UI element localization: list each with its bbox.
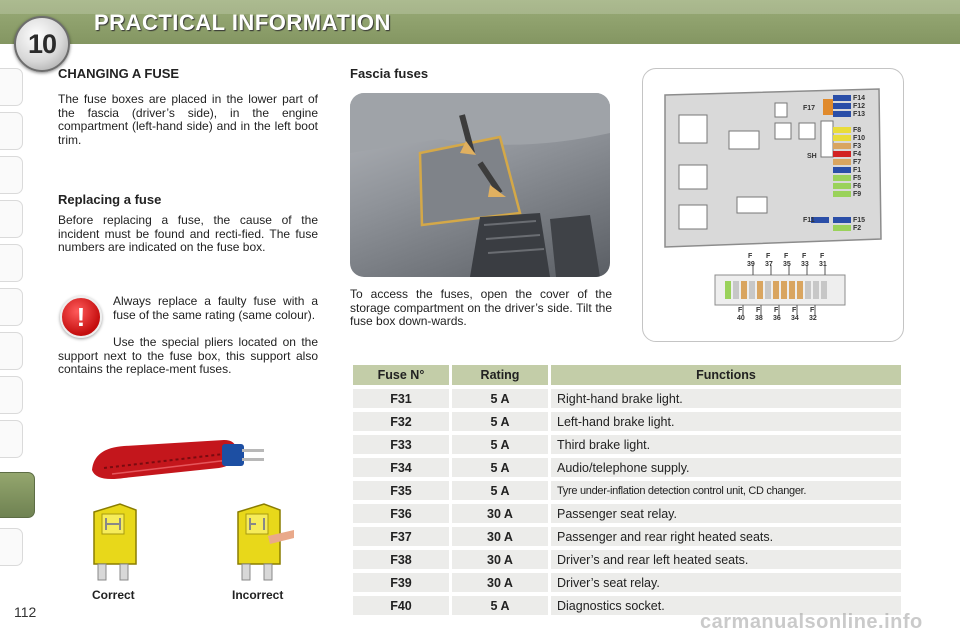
chapter-tab-11[interactable]	[0, 528, 23, 566]
fascia-title: Fascia fuses	[350, 66, 429, 81]
fuse-rating: 5 A	[452, 458, 548, 477]
fascia-photo	[350, 93, 610, 277]
fuse-function: Right-hand brake light.	[551, 389, 901, 408]
fuse-number: F34	[353, 458, 449, 477]
fuse-function: Tyre under-inflation detection control unit, CD changer.	[551, 481, 901, 500]
table-header-row	[353, 365, 901, 385]
table-row	[353, 573, 901, 592]
fuse-label-f11: F11	[803, 217, 815, 224]
fuse-rating: 5 A	[452, 481, 548, 500]
fuse-number: F35	[353, 481, 449, 500]
fuse-label-f-prefix: F	[810, 307, 815, 314]
table-row	[353, 550, 901, 569]
fuse-label: F10	[853, 135, 866, 142]
fuse-label-f-prefix: F	[766, 253, 771, 260]
fuse-label-sh: SH	[807, 153, 817, 160]
chapter-tab-9[interactable]	[0, 420, 23, 458]
column-header-functions: Functions	[551, 365, 901, 385]
fuse-label: 32	[809, 315, 817, 322]
fuse-number: F40	[353, 596, 449, 615]
fuse-function: Left-hand brake light.	[551, 412, 901, 431]
fuse-function: Third brake light.	[551, 435, 901, 454]
chapter-tab-2[interactable]	[0, 112, 23, 150]
fuse-rating: 30 A	[452, 573, 548, 592]
chapter-tab-4[interactable]	[0, 200, 23, 238]
warning-icon: !	[60, 296, 102, 338]
fuse-rating: 5 A	[452, 389, 548, 408]
watermark: carmanualsonline.info	[700, 611, 923, 633]
fuse-rating: 30 A	[452, 504, 548, 523]
fuse-label: F4	[853, 151, 862, 158]
fuse-label: F3	[853, 143, 862, 150]
chapter-number: 10	[27, 28, 57, 59]
fuse-label-f-prefix: F	[792, 307, 797, 314]
fuse-number: F31	[353, 389, 449, 408]
fuse-label: 37	[765, 261, 773, 268]
fuse-label: 39	[747, 261, 755, 268]
incorrect-fuse-image	[232, 498, 296, 584]
fuse-label: 38	[755, 315, 763, 322]
fuse-number: F32	[353, 412, 449, 431]
fuse-function: Driver’s and rear left heated seats.	[551, 550, 901, 569]
chapter-tab-3[interactable]	[0, 156, 23, 194]
fusebox-diagram	[642, 68, 904, 342]
chapter-tabs	[0, 62, 36, 582]
fuse-label: 31	[819, 261, 827, 268]
table-row	[353, 412, 901, 431]
fuse-label: F8	[853, 127, 862, 134]
chapter-tab-1[interactable]	[0, 68, 23, 106]
page-title: PRACTICAL INFORMATION	[94, 10, 391, 35]
table-row	[353, 504, 901, 523]
fuse-label-f-prefix: F	[820, 253, 825, 260]
fuse-label-f-prefix: F	[774, 307, 779, 314]
fuse-label-f17: F17	[803, 105, 816, 112]
fuse-rating: 30 A	[452, 550, 548, 569]
fuse-label-f-prefix: F	[784, 253, 789, 260]
fuse-table	[350, 361, 904, 619]
fuse-rating: 5 A	[452, 435, 548, 454]
fuse-label: 35	[783, 261, 791, 268]
page-header	[0, 0, 960, 44]
fuse-label: F13	[853, 111, 866, 118]
fuse-label-f-prefix: F	[748, 253, 753, 260]
fuse-label: F1	[853, 167, 862, 174]
chapter-tab-5[interactable]	[0, 244, 23, 282]
fuse-label: F9	[853, 191, 862, 198]
table-row	[353, 435, 901, 454]
fuse-label: F6	[853, 183, 862, 190]
fuse-rating: 5 A	[452, 596, 548, 615]
fuse-rating: 30 A	[452, 527, 548, 546]
fuse-number: F33	[353, 435, 449, 454]
fuse-label: F2	[853, 225, 862, 232]
fuse-label: F14	[853, 95, 866, 102]
fuse-label: F5	[853, 175, 862, 182]
table-row	[353, 481, 901, 500]
correct-caption: Correct	[92, 588, 135, 602]
table-row	[353, 389, 901, 408]
correct-fuse-image	[88, 498, 140, 584]
fuse-label: 34	[791, 315, 799, 322]
fuse-number: F38	[353, 550, 449, 569]
fuse-number: F37	[353, 527, 449, 546]
fuse-label: 36	[773, 315, 781, 322]
chapter-tab-10[interactable]	[0, 472, 35, 518]
fuse-pliers-image	[84, 430, 274, 490]
column-header-rating: Rating	[452, 365, 548, 385]
fuse-rating: 5 A	[452, 412, 548, 431]
page-number: 112	[14, 604, 37, 620]
fuse-function: Audio/telephone supply.	[551, 458, 901, 477]
replacing-title: Replacing a fuse	[58, 192, 162, 207]
incorrect-caption: Incorrect	[232, 588, 284, 602]
table-row	[353, 527, 901, 546]
chapter-tab-6[interactable]	[0, 288, 23, 326]
fascia-paragraph: To access the fuses, open the cover of the storage compartment on the driver’s side. Tilt the fuse box down-wards.	[350, 287, 612, 328]
column-header-fuse: Fuse N°	[353, 365, 449, 385]
fuse-label: F15	[853, 217, 866, 224]
fuse-label: 33	[801, 261, 809, 268]
intro-paragraph: The fuse boxes are placed in the lower part of the fascia (driver’s side), in the engine compartment (left-hand side) and in the left boot trim.	[58, 92, 318, 147]
fuse-function: Driver’s seat relay.	[551, 573, 901, 592]
section-title: CHANGING A FUSE	[58, 66, 180, 81]
fuse-label: F7	[853, 159, 862, 166]
fuse-label-f-prefix: F	[756, 307, 761, 314]
fuse-function: Passenger seat relay.	[551, 504, 901, 523]
warning-line-2: Use the special pliers located on the support next to the fuse box, this support also contains the replace-ment fuses.	[58, 335, 318, 376]
fuse-label: 40	[737, 315, 745, 322]
replacing-paragraph: Before replacing a fuse, the cause of the incident must be found and recti-fied. The fuse numbers are indicated on the fuse box.	[58, 213, 318, 254]
fuse-number: F36	[353, 504, 449, 523]
chapter-badge[interactable]	[14, 16, 70, 72]
fuse-label: F12	[853, 103, 866, 110]
fuse-function: Passenger and rear right heated seats.	[551, 527, 901, 546]
fuse-label-f-prefix: F	[738, 307, 743, 314]
warning-line-1: Always replace a faulty fuse with a fuse of the same rating (same colour).	[113, 294, 318, 322]
fuse-label-f-prefix: F	[802, 253, 807, 260]
chapter-tab-8[interactable]	[0, 376, 23, 414]
fuse-function: Diagnostics socket.	[551, 596, 901, 615]
chapter-tab-7[interactable]	[0, 332, 23, 370]
table-row	[353, 458, 901, 477]
fuse-number: F39	[353, 573, 449, 592]
